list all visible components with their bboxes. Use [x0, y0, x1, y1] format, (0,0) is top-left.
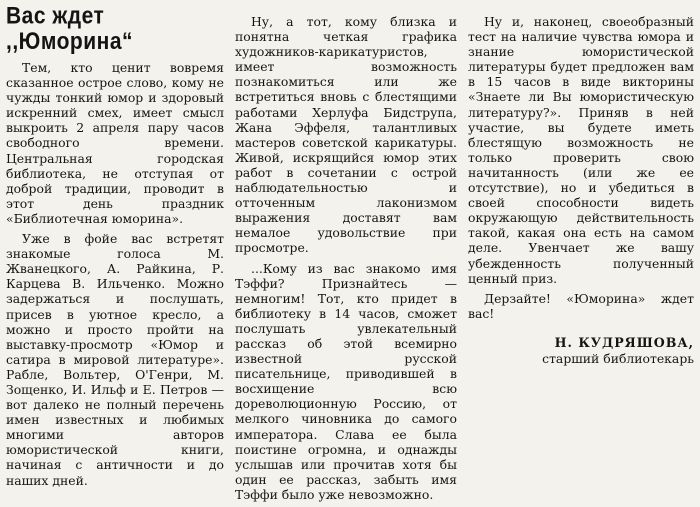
headline-line-1: Вас ждет: [6, 2, 105, 30]
paragraph: ...Кому из вас знакомо имя Тэффи? Признайтесь — немногим! Тот, кто придет в библиотеку в 14 часов, сможет послушать увлекательный рассказ об этой всемирно известной русской писательнице, приводившей в восхищение всю дореволюционную Россию, от мелкого чиновника до самого императора. Слава ее была поистине огромна, и однажды услышав или прочитав хотя бы один ее рассказ, забыть имя Тэффи было уже невозможно.: [235, 260, 457, 502]
author-position: старший библиотекарь: [542, 350, 694, 366]
column-1: [6, 4, 224, 493]
headline: [6, 4, 224, 55]
column-2: [235, 14, 457, 507]
column-3: [468, 14, 694, 367]
paragraph: Ну, а тот, кому близка и понятна четкая графика художников-карикатуристов, имеет возможность познакомиться или же встретиться вновь с блестящими работами Херлуфа Бидструпа, Жана Эффеля, талантливых мастеров советской карикатуры. Живой, искрящийся юмор этих работ в сочетании с острой наблюдательностью и отточенным лаконизмом выражения доставят вам немалое удовольствие при просмотре.: [235, 14, 457, 256]
paragraph: Дерзайте! «Юморина» ждет вас!: [468, 290, 694, 321]
paragraph: Уже в фойе вас встретят знакомые голоса М. Жванецкого, А. Райкина, Р. Карцева В. Ильченко. Можно задержаться и послушать, присев в уютное кресло, а можно и просто пройти на выставку-просмотр «Юмор и сатира в мировой литературе». Рабле, Вольтер, О'Генри, М. Зощенко, И. Ильф и Е. Петров — вот далеко не полный перечень имен известных и любимых многими авторов юмористической книги, начиная с античности и до наших дней.: [6, 231, 224, 488]
paragraph: Ну и, наконец, своеобразный тест на наличие чувства юмора и знание юмористической литературы будет предложен вам в 15 часов в виде викторины «Знаете ли Вы юмористическую литературу?». Приняв в ней участие, вы будете иметь блестящую возможность не только проверить свою начитанность (или же ее отсутствие), но и убедиться в своей способности видеть окружающую действительность такой, какая она есть на самом деле. Увенчает же вашу убежденность полученный ценный приз.: [468, 14, 694, 286]
author-name: Н. КУДРЯШОВА,: [554, 334, 694, 350]
signature: [468, 335, 694, 367]
headline-line-2: ,,Юморина“: [6, 28, 134, 55]
paragraph: Тем, кто ценит вовремя сказанное острое слово, кому не чужды тонкий юмор и здоровый искренний смех, имеет смысл выкроить 2 апреля пару часов свободного времени. Центральная городская библиотека, не отступая от доброй традиции, проводит в этот день праздник «Библиотечная юморина».: [6, 60, 224, 226]
